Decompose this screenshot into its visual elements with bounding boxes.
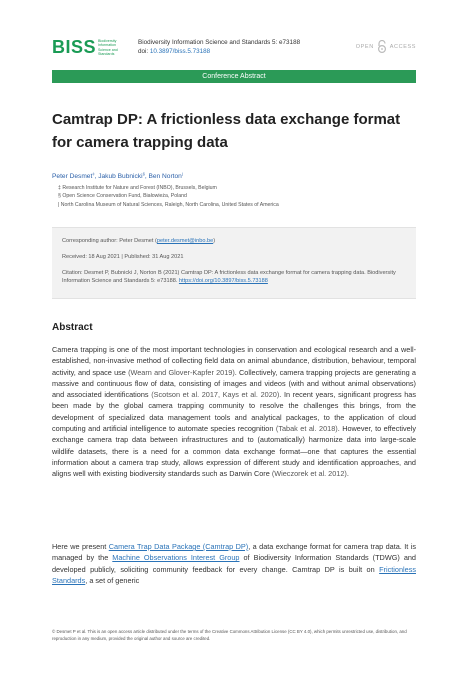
logo-sub-line: Standards	[98, 51, 115, 56]
email-link[interactable]: peter.desmet@inbo.be	[156, 238, 214, 244]
camtrap-dp-link[interactable]: Camera Trap Data Package (Camtrap DP)	[108, 542, 249, 551]
citation-ref[interactable]: (Tabak et al. 2018)	[275, 424, 338, 434]
citation-ref[interactable]: (Scotson et al. 2017, Kays et al. 2020)	[151, 390, 280, 400]
author-mark: |	[181, 171, 183, 176]
doi-line	[138, 47, 300, 56]
journal-header	[52, 34, 416, 64]
citation	[62, 269, 404, 286]
journal-info	[138, 38, 300, 56]
affiliation: § Open Science Conservation Fund, Białowieża, Poland	[58, 193, 187, 200]
text-run: Camera trapping is one of the most important technologies in conservation and ecological research and a well-established, non-invasive method of collecting field data on animal abundance, distribution, behaviour, temporal activity, and space use	[52, 345, 416, 377]
affiliation: | North Carolina Museum of Natural Sciences, Raleigh, North Carolina, United States of America	[58, 201, 279, 208]
doi-link[interactable]: 10.3897/biss.5.73188	[149, 48, 211, 55]
article-title: Camtrap DP: A frictionless data exchange format for camera trapping data	[52, 111, 401, 151]
citation-doi-link[interactable]: https://doi.org/10.3897/biss.5.73188	[178, 278, 268, 285]
article-type-banner: Conference Abstract	[52, 70, 416, 83]
author-link[interactable]: Ben Norton	[148, 173, 182, 181]
open-access-badge	[356, 40, 416, 53]
abstract-paragraph-1	[52, 344, 416, 480]
biss-logo[interactable]	[52, 38, 118, 56]
logo-sub-line: Biodiversity	[98, 39, 117, 43]
license-footer: © Desmet P et al. This is an open access article distributed under the terms of the Creative Commons Attribution License (CC BY 4.0), which permits unrestricted use, distribution, and reproduction in any medium, provided the original author and source are credited.	[52, 629, 407, 641]
citation-ref[interactable]: (Wearn and Glover-Kapfer 2019)	[128, 367, 235, 377]
access-label: ACCESS	[389, 43, 416, 50]
text-run: , a set of generic	[85, 575, 140, 585]
author-mark: ‡	[92, 171, 95, 176]
text-run: Here we present	[52, 542, 109, 551]
open-access-label: OPEN	[355, 43, 374, 50]
journal-name: Biodiversity Information Science and Standards 5: e73188	[138, 39, 301, 46]
text-run: . Collectively, camera trapping projects are generating a massive and continuous flow of data, consisting of images and videos (with and without animal observations) and associated identifications	[52, 367, 416, 400]
abstract-heading: Abstract	[52, 322, 93, 333]
corresponding-author	[62, 237, 404, 245]
author-link[interactable]: Jakub Bubnicki	[98, 173, 143, 181]
author-mark: §	[142, 171, 145, 176]
text-run: . However, to effectively exchange camera trap data between infrastructures and to (automatically) harmonize data into large-scale wildlife datasets, there is a need for a common data exchange format—one that captures the essential information about a camera trap study, allows expression of different study and identification approaches, and aligns well with existing biodiversity standards such as Darwin Core	[52, 424, 416, 479]
author-separator: ,	[94, 173, 99, 181]
corresponding-suffix: )	[213, 238, 216, 244]
abstract-paragraph-2	[52, 541, 416, 586]
frictionless-link[interactable]: Frictionless Standards	[52, 564, 416, 585]
interest-group-link[interactable]: Machine Observations Interest Group	[112, 553, 240, 563]
text-run: .	[346, 469, 349, 479]
logo-sub-line: Information	[98, 43, 116, 48]
text-run: , a data exchange format for camera trap data. It is managed by the	[52, 542, 416, 563]
text-run: of Biodiversity Information Standards (TDWG) and developed publicly, soliciting community feedback for every change. Camtrap DP is built on	[52, 553, 416, 574]
text-run: . In recent years, significant progress has been made by the global camera trapping community to resolve the challenges this brings, from the development of specialized data management tools and analytical packages, to the application of cloud computing and artificial intelligence to automate species recognition	[52, 390, 417, 434]
corresponding-prefix: Corresponding author: Peter Desmet (	[62, 238, 157, 244]
article-dates: Received: 18 Aug 2021 | Published: 31 Aug 2021	[62, 254, 184, 260]
doi-label: doi:	[138, 48, 149, 55]
author-list	[52, 171, 183, 180]
logo-text: BISS	[52, 37, 97, 57]
article-info-box	[52, 227, 416, 299]
author-separator: ,	[144, 173, 149, 181]
citation-text: Citation: Desmet P, Bubnicki J, Norton B (2021) Camtrap DP: A frictionless data exchange format for camera trapping data. Biodiversity Information Science and Standards 5: e73188.	[62, 270, 396, 285]
open-lock-icon	[377, 40, 387, 53]
author-link[interactable]: Peter Desmet	[52, 173, 93, 181]
logo-subtitle	[98, 39, 118, 56]
citation-ref[interactable]: (Wieczorek et al. 2012)	[271, 469, 347, 479]
affiliation: ‡ Research Institute for Nature and Forest (INBO), Brussels, Belgium	[58, 185, 217, 191]
logo-sub-line: Science and	[98, 47, 118, 52]
affiliation-list	[58, 184, 279, 209]
